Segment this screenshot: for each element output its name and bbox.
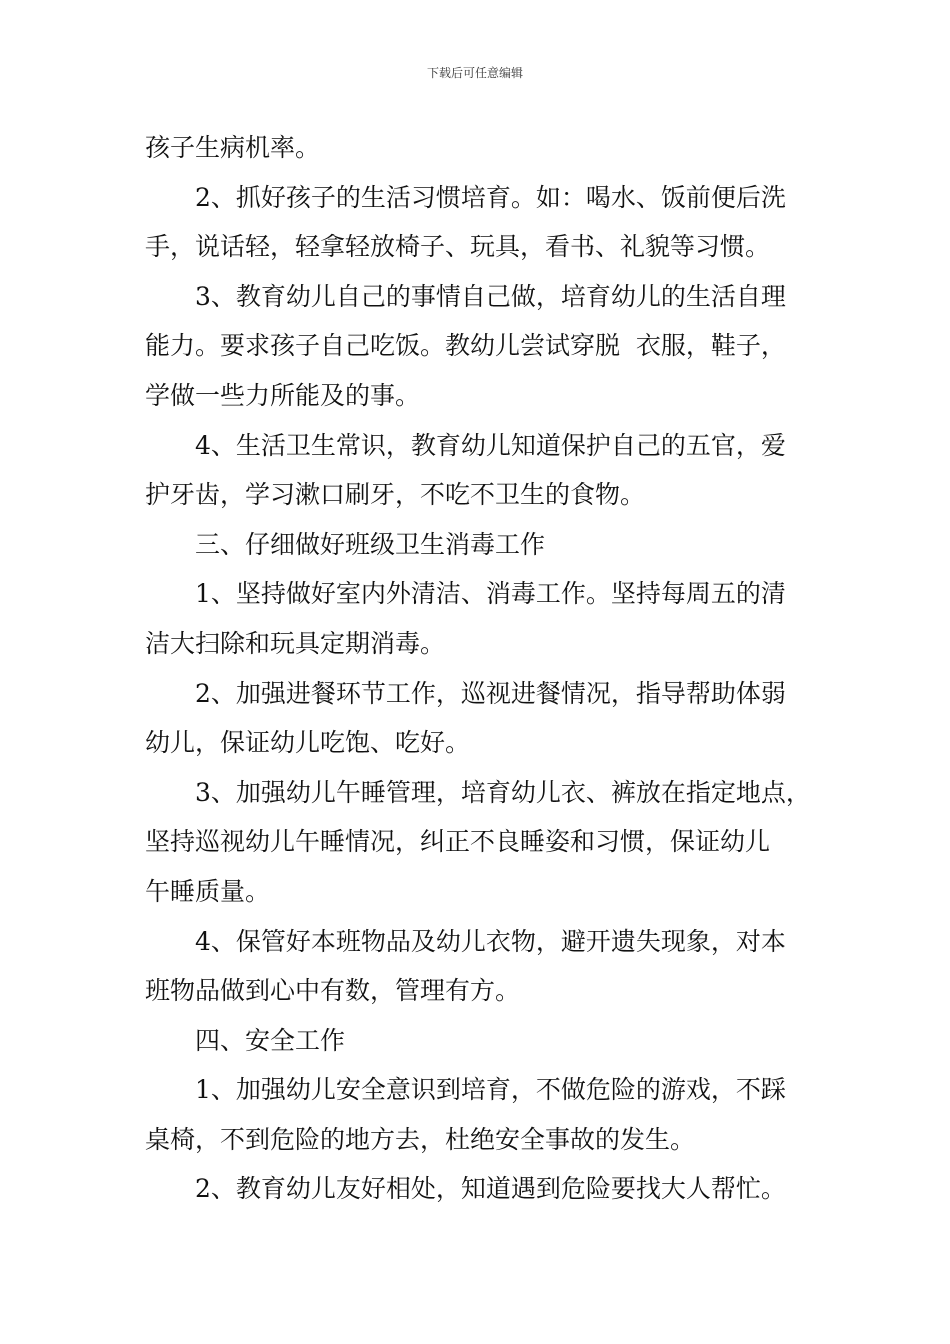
text-line: 孩子生病机率。 [145,133,321,162]
text-line: 洁大扫除和玩具定期消毒。 [145,628,446,658]
text-line: 1、坚持做好室内外清洁、消毒工作。坚持每周五的清 [195,579,786,609]
section-heading: 四、安全工作 [195,1025,346,1055]
text-line: 3、教育幼儿自己的事情自己做，培育幼儿的生活自理 [195,281,786,311]
text-line: 2、教育幼儿友好相处，知道遇到危险要找大人帮忙。 [195,1174,786,1204]
text-line: 班物品做到心中有数，管理有方。 [145,976,521,1006]
text-line: 手，说话轻，轻拿轻放椅子、玩具，看书、礼貌等习惯。 [145,232,771,262]
page-header-note: 下载后可任意编辑 [426,66,523,80]
text-line: 2、抓好孩子的生活习惯培育。如：喝水、饭前便后洗 [195,182,786,212]
text-line: 护牙齿，学习漱口刷牙，不吃不卫生的食物。 [145,480,646,510]
document-body [145,123,815,1214]
text-line: 坚持巡视幼儿午睡情况，纠正不良睡姿和习惯，保证幼儿 [145,827,771,857]
section-heading: 三、仔细做好班级卫生消毒工作 [195,529,546,559]
text-line: 3、加强幼儿午睡管理，培育幼儿衣、裤放在指定地点， [195,777,811,807]
text-line: 学做一些力所能及的事。 [145,380,421,410]
text-line: 2、加强进餐环节工作，巡视进餐情况，指导帮助体弱 [195,678,786,708]
text-line: 能力。要求孩子自己吃饭。教幼儿尝试穿脱 衣服，鞋子， [145,331,786,361]
text-line: 午睡质量。 [145,876,271,906]
text-line: 幼儿，保证幼儿吃饱、吃好。 [145,728,471,758]
text-line: 桌椅，不到危险的地方去，杜绝安全事故的发生。 [145,1124,696,1154]
text-line: 4、保管好本班物品及幼儿衣物，避开遗失现象，对本 [195,926,786,956]
text-line: 1、加强幼儿安全意识到培育，不做危险的游戏，不踩 [195,1075,786,1105]
text-line: 4、生活卫生常识，教育幼儿知道保护自己的五官，爱 [195,430,786,460]
